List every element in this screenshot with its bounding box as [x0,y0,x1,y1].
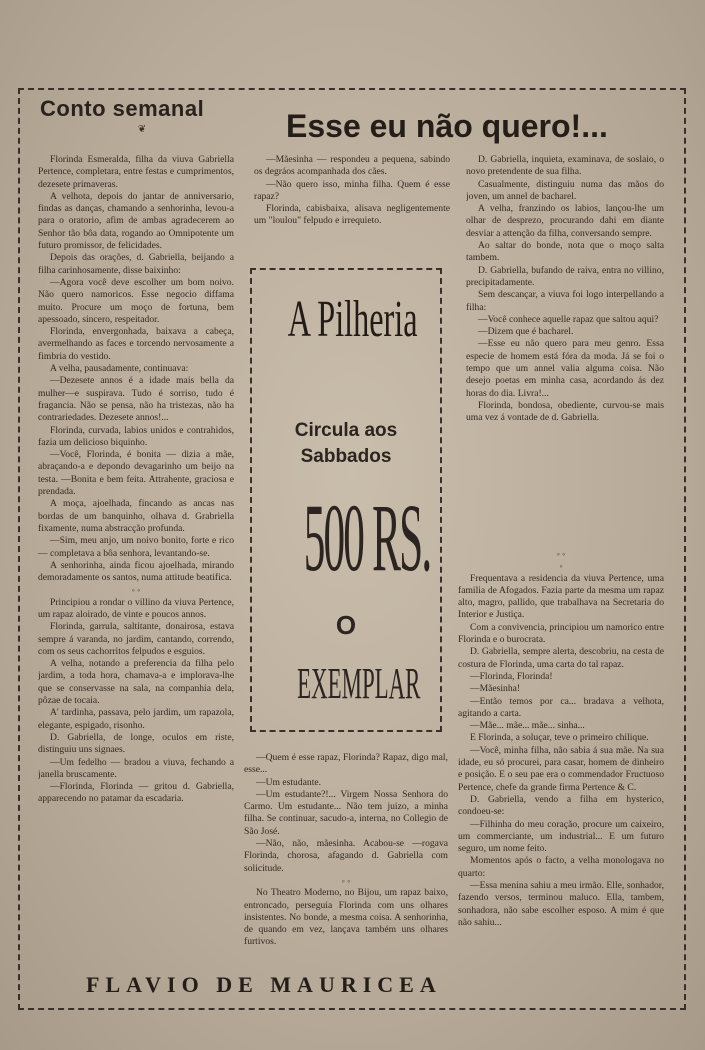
paragraph: —Esse eu não quero para meu genro. Essa especie de homem está fóra da moda. Já se foi o tempo que um annel valia alguma coisa. Não desejo poetas em minha casa, acordando ás dez horas do dia. Livra!... [466,338,664,399]
paragraph: —Filhinha do meu coração, procure um caixeiro, um commerciante, um industrial... E um futuro seguro, um nome feito. [458,818,664,855]
paragraph: A velha, franzindo os labios, lançou-lhe um olhar de desprezo, procurando dahi em diante desviar a attenção da filha, conversando sempre. [466,203,664,239]
advertisement-box [250,268,442,732]
paragraph: —Um fedelho — bradou a viuva, fechando a janella bruscamente. [38,756,234,780]
section-break-ornament: ◦ ◦ ◦ [556,549,566,572]
paragraph: —Um estudante?!... Virgem Nossa Senhora do Carmo. Um estudante... Não tem juizo, a minha filha. Se continuar, sacudo-a, interna, no Collegio de São José. [244,788,448,837]
paragraph: —Não quero isso, minha filha. Quem é esse rapaz? [254,178,450,202]
section-break-ornament: ◦ ◦ [131,585,141,596]
paragraph: —Você, minha filha, não sabia á sua mãe. Na sua idade, eu só procurei, para casar, homem de dinheiro e posição. E o seu pae era o commendador Fructuoso Pertence, chefe da grande firma Pertence & C. [458,744,664,793]
paragraph: Florinda, bondosa, obediente, curvou-se mais uma vez á vontade de d. Gabriella. [466,399,664,424]
paragraph: Ao saltar do bonde, nota que o moço salta tambem. [466,240,664,264]
paragraph: D. Gabriella, vendo a filha em hysterico, condoeu-se: [458,793,664,818]
column-2-bottom [244,752,448,980]
paragraph: A velha, notando a preferencia da filha pelo jardim, a toda hora, chamava-a e implorava-lhe que se conservasse na sala, na companhia dela, pôzae de tocaia. [38,658,234,707]
paragraph: A senhorinha, ainda ficou ajoelhada, mirando demoradamente os santos, numa attitude beatifica. [38,559,234,584]
paragraph: D. Gabriella, bufando de raiva, entra no villino, precipitadamente. [466,264,664,288]
paragraph: A moça, ajoelhada, fincando as ancas nas bordas de um banquinho, olhava d. Grabriella fixamente, numa abstracção profunda. [38,498,234,534]
paragraph: Florinda, envergonhada, baixava a cabeça, avermelhando as faces e torcendo nervosamente a fimbria do vestido. [38,326,234,362]
paragraph: Principiou a rondar o villino da viuva Pertence, um rapaz aloirado, de vinte e poucos annos. [38,596,234,620]
paragraph: —Florinda, Florinda! [470,670,553,682]
paragraph: —Dezesete annos é a idade mais bella da mulher—e suspirava. Tudo é sorriso, tudo é fragancia. Não se pensa, não ha tristezas, não ha contrariedades. Dezesete annos!... [38,375,234,424]
paragraph: E Florinda, a soluçar, teve o primeiro chilique. [470,732,649,744]
column-1 [38,154,234,874]
ornament-icon: ❦ [137,124,147,135]
paragraph: Casualmente, distinguiu numa das mãos do joven, um annel de bacharel. [466,178,664,202]
paragraph: —Não, não, mãesinha. Acabou-se —rogava Florinda, chorosa, afagando d. Gabriella com solicitude. [244,838,448,874]
paragraph: —Mãe... mãe... mãe... sinha... [470,720,585,732]
paragraph: Florinda, garrula, saltitante, donairosa, estava sempre á varanda, no jardim, cantando, correndo, com os seus cachorritos felpudos e esguios. [38,621,234,657]
ad-line: Sabbados [300,446,392,467]
paragraph: —Mãesinha — respondeu a pequena, sabindo os degráos acompanhada dos cães. [254,154,450,178]
paragraph: A velha, pausadamente, continuava: [50,363,189,375]
paragraph: —Sim, meu anjo, um noivo bonito, forte e rico — completava a bôa senhora, levantando-se. [38,535,234,559]
section-break-ornament: ◦ ◦ [341,875,351,886]
paragraph: Depois das orações, d. Gabriella, beijando a filha carinhosamente, disse baixinho: [38,252,234,276]
paragraph: D. Gabriella, sempre alerta, descobriu, na cesta de costura de Florinda, uma carta do tal rapaz. [458,646,664,670]
paragraph: —Florinda, Florinda — gritou d. Gabriella, apparecendo no patamar da escadaria. [38,781,234,805]
section-label: Conto semanal [40,96,205,121]
paragraph: Sem descançar, a viuva foi logo interpellando a filha: [466,289,664,313]
ad-word-o: O [335,610,357,640]
paragraph: A' tardinha, passava, pelo jardim, um rapazola, elegante, espigado, risonho. [38,707,234,731]
paragraph: Florinda, cabisbaixa, alisava negligentemente um "loulou" felpudo e irrequieto. [254,203,450,227]
paragraph: A velhota, depois do jantar de anniversario, findas as danças, chamando a senhorinha, levou-a para o oratorio, afim de ambas agradecerem ao Senhor tão bôa data, rogando ao Omnipotente um futuro promissor, de felicidades. [38,190,234,252]
column-3-bottom [458,548,664,986]
paragraph: —Agora você deve escolher um bom noivo. Não quero namoricos. Esse negocio diffama muito. Procure um moço de fortuna, bem apessoado, sincero, respeitador. [38,276,234,325]
paragraph: Momentos após o facto, a velha monologava no quarto: [458,855,664,879]
paragraph: —Mãesinha! [470,683,521,695]
paragraph: Com a convivencia, principiou um namorico entre Florinda e o burocrata. [458,621,664,646]
ad-line: Circula aos [294,420,398,441]
column-3-top [466,154,664,514]
column-2-top [254,154,450,250]
paragraph: —Então temos por ca... bradava a velhota, agitando a carta. [458,695,664,719]
ad-word-exemplar: EXEMPLAR [297,659,421,708]
paragraph: Florinda Esmeralda, filha da viuva Gabriella Pertence, completara, entre festas e cumprimentos, dezesete primaveras. [38,154,234,190]
paragraph: Florinda, curvada, labios unidos e contrahidos, fazia um delicioso biquinho. [38,424,234,448]
paragraph: No Theatro Moderno, no Bijou, um rapaz baixo, entroncado, perseguia Florinda com uns olhares insistentes. No bonde, a mesma coisa. A senhorinha, de quando em vez, lançava também uns olhares furtivos. [244,887,448,948]
paragraph: D. Gabriella, de longe, oculos em riste, distinguiu uns signaes. [38,731,234,756]
paragraph: —Dizem que é bacharel. [478,326,574,338]
paragraph: —Um estudante. [256,776,322,788]
paragraph: Frequentava a residencia da viuva Pertence, uma familia de Afogados. Fazia parte da mesma um rapaz alto, magro, pallido, que trabalhava na Secretaria do Interior e Justiça. [458,572,664,621]
author-signature: FLAVIO DE MAURICEA [86,972,442,997]
paragraph: —Você, Florinda, é bonita — dizia a mãe, abraçando-a e depondo devagarinho um beijo na testa. —Bonita e bem feita. Attrahente, graciosa e prendada. [38,449,234,498]
paragraph: —Você conhece aquelle rapaz que saltou aqui? [478,313,659,325]
paragraph: —Essa menina sahiu a meu irmão. Elle, sonhador, fazendo versos, terminou maluco. Ella, tambem, sonhadora, não sabe escolher esposo. A mim é que não sahiu... [458,880,664,928]
story-headline: Esse eu não quero!... [286,108,608,144]
paragraph: —Quem é esse rapaz, Florinda? Rapaz, digo mal, esse... [244,752,448,776]
paragraph: D. Gabriella, inquieta, examinava, de soslaio, o novo pretendente de sua filha. [466,154,664,178]
ad-price: 500 RS. [303,484,431,591]
ad-title: A Pilheria [287,291,418,348]
